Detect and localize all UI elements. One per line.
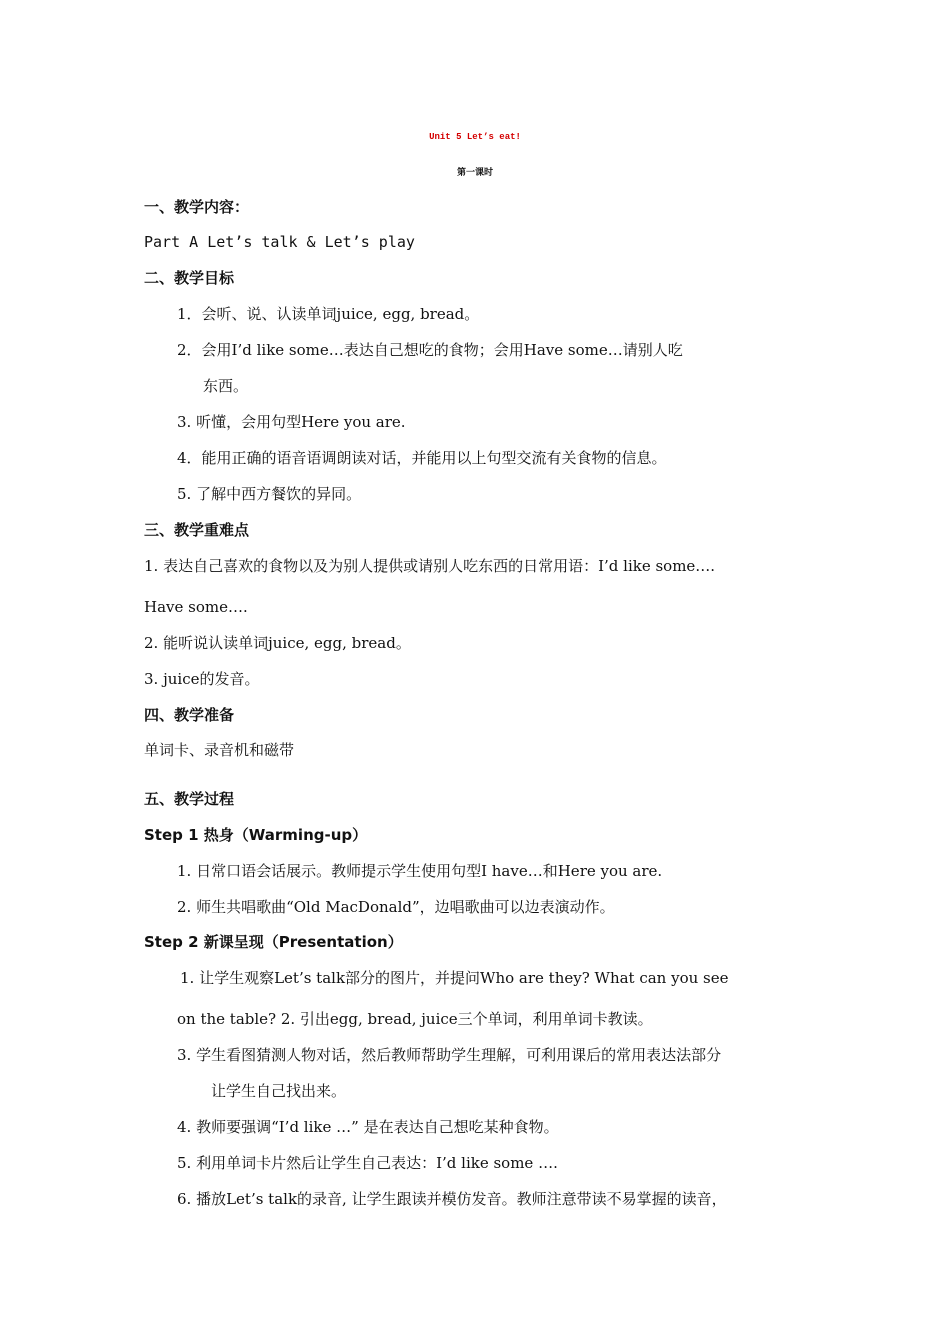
section-content-text: Part A Let’s talk & Let’s play (144, 233, 415, 251)
step2-item: 1. 让学生观察Let’s talk部分的图片，并提问Who are they? What can you see (180, 969, 729, 987)
step2-heading: Step 2 新课呈现（Presentation） (144, 933, 403, 951)
step1-heading: Step 1 热身（Warming-up） (144, 826, 368, 844)
objective-item: 4．能用正确的语音语调朗读对话，并能用以上句型交流有关食物的信息。 (177, 449, 667, 467)
key-point-item: 2. 能听说认读单词juice, egg, bread。 (144, 634, 411, 652)
step2-item: 5. 利用单词卡片然后让学生自己表达：I’d like some …. (177, 1154, 558, 1172)
section-heading-content: 一、教学内容： (144, 198, 250, 216)
step2-item: 3. 学生看图猜测人物对话，然后教师帮助学生理解，可利用课后的常用表达法部分 (177, 1046, 722, 1064)
section-heading-preparation: 四、教学准备 (144, 706, 235, 724)
step2-item: 6. 播放Let’s talk的录音, 让学生跟读并模仿发音。教师注意带读不易掌握的读音， (177, 1190, 727, 1208)
document-title: Unit 5 Let’s eat! (429, 132, 521, 142)
preparation-text: 单词卡、录音机和磁带 (144, 741, 295, 759)
step2-item: 4. 教师要强调“I’d like …” 是在表达自己想吃某种食物。 (177, 1118, 559, 1136)
step1-item: 2. 师生共唱歌曲“Old MacDonald”，边唱歌曲可以边表演动作。 (177, 898, 615, 916)
key-point-item: 3. juice的发音。 (144, 670, 260, 688)
section-heading-process: 五、教学过程 (144, 790, 235, 808)
key-point-item-continuation: Have some…. (144, 598, 248, 616)
section-heading-key-points: 三、教学重难点 (144, 521, 250, 539)
objective-item: 3. 听懂，会用句型Here you are. (177, 413, 406, 431)
objective-item-continuation: 东西。 (203, 377, 249, 395)
objective-item: 1．会听、说、认读单词juice, egg, bread。 (177, 305, 480, 323)
step2-item: on the table? 2. 引出egg, bread, juice三个单词，利用单词卡教读。 (177, 1010, 653, 1028)
step1-item: 1. 日常口语会话展示。教师提示学生使用句型I have…和Here you are. (177, 862, 663, 880)
lesson-subtitle: 第一课时 (456, 168, 493, 178)
objective-item: 5. 了解中西方餐饮的异同。 (177, 485, 362, 503)
step2-item-continuation: 让学生自己找出来。 (211, 1082, 347, 1100)
section-heading-objectives: 二、教学目标 (144, 269, 235, 287)
key-point-item: 1. 表达自己喜欢的食物以及为别人提供或请别人吃东西的日常用语：I’d like some…. (144, 557, 716, 575)
objective-item: 2．会用I’d like some…表达自己想吃的食物；会用Have some…请别人吃 (177, 341, 683, 359)
